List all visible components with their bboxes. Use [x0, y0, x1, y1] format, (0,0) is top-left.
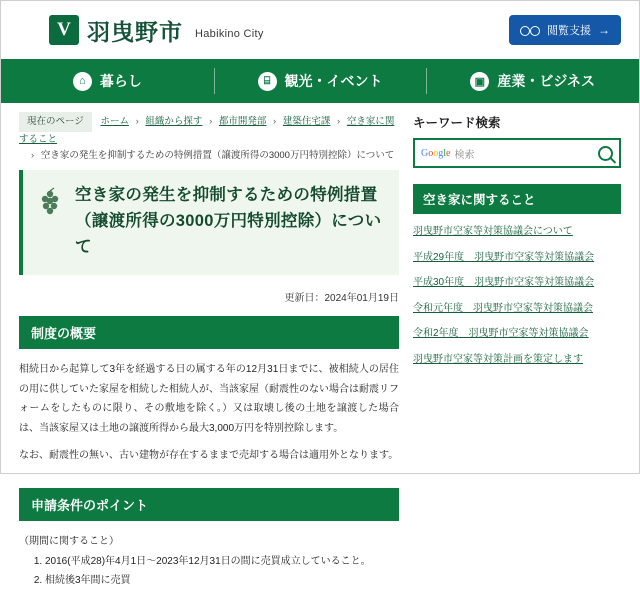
list-item: 1. 2016(平成28)年4月1日～2023年12月31日の間に売買成立していること。: [45, 552, 399, 571]
breadcrumb-link-building-housing[interactable]: 建築住宅課: [282, 116, 331, 127]
sidebar-link-0[interactable]: 羽曳野市空家等対策協議会について: [413, 226, 573, 237]
breadcrumb-separator: ›: [273, 116, 277, 127]
update-date: 更新日：2024年01月19日: [284, 293, 399, 305]
list-item: 2. 相続後3年間に売買: [45, 571, 399, 590]
nav-item-sangyo-business[interactable]: [426, 59, 639, 103]
nav-item-kurashi[interactable]: [1, 59, 214, 103]
accessibility-support-label: 閲覧支援: [547, 25, 591, 37]
site-header: [1, 1, 639, 59]
sidebar-link-4[interactable]: 令和2年度 羽曳野市空家等対策協議会: [413, 328, 589, 339]
breadcrumb-current: 空き家の発生を抑制するための特例措置（譲渡所得の3000万円特別控除）について: [40, 150, 395, 162]
section-heading-overview: 制度の概要: [19, 316, 399, 349]
nav-item-label: 暮らし: [99, 73, 142, 89]
section-heading-conditions: 申請条件のポイント: [19, 488, 399, 521]
breadcrumb-badge: 現在のページ: [19, 112, 92, 132]
sidebar: [413, 103, 621, 590]
global-nav: [1, 59, 639, 103]
conditions-list: [19, 552, 399, 590]
page-title-block: [19, 170, 399, 275]
nav-item-kanko-event[interactable]: [214, 59, 427, 103]
glasses-icon: [520, 25, 540, 35]
arrow-right-icon: →: [598, 23, 610, 37]
spacer: [19, 474, 399, 488]
section-overview-note: なお、耐震性の無い、古い建物が存在するままで売却する場合は適用外となります。: [19, 450, 399, 462]
nav-item-label: 観光・イベント: [284, 73, 383, 89]
site-logo[interactable]: [49, 14, 264, 47]
accessibility-support-button[interactable]: [509, 15, 621, 45]
camera-icon: ⌸: [258, 72, 277, 91]
site-title-jp: 羽曳野市: [87, 18, 183, 45]
main-column: [19, 103, 399, 590]
briefcase-icon: ▣: [470, 72, 489, 91]
section-overview-body: 相続日から起算して3年を経過する日の属する年の12月31日までに、被相続人の居住の用に供していた家屋を相続した相続人が、当該家屋（耐震性のない場合は耐震リフォームをしたものに限り、その敷地を除く。）又は取壊し後の土地を譲渡した場合は、当該家屋又は土地の譲渡所得から最大3,000万円を特別控除します。: [19, 364, 399, 434]
page-title: 空き家の発生を抑制するための特例措置（譲渡所得の3000万円特別控除）について: [75, 186, 382, 256]
sidebar-link-1[interactable]: 平成29年度 羽曳野市空家等対策協議会: [413, 251, 595, 263]
search-box[interactable]: [413, 138, 621, 168]
site-title-en: Habikino City: [195, 28, 264, 40]
breadcrumb-separator: ›: [337, 116, 341, 127]
breadcrumb-separator: ›: [31, 150, 35, 162]
header-actions: [509, 15, 621, 45]
breadcrumb-link-home[interactable]: ホーム: [100, 116, 129, 127]
breadcrumb: [19, 103, 399, 170]
city-crest-icon: V: [49, 15, 79, 45]
sidebar-link-3[interactable]: 令和元年度 羽曳野市空家等対策協議会: [413, 302, 593, 314]
nav-item-label: 産業・ビジネス: [497, 73, 595, 89]
breadcrumb-link-organization[interactable]: 組織から探す: [145, 116, 203, 127]
breadcrumb-current-row: [19, 148, 399, 164]
breadcrumb-link-city-development[interactable]: 都市開発部: [218, 116, 267, 127]
search-icon[interactable]: [598, 146, 613, 161]
breadcrumb-link-akiya[interactable]: 空き家に関すること: [19, 116, 395, 146]
sidebar-link-5[interactable]: 羽曳野市空家等対策計画を策定します: [413, 353, 583, 365]
breadcrumb-separator: ›: [135, 116, 139, 127]
search-placeholder-text: 検索: [454, 149, 475, 161]
conditions-sublabel: （期間に関すること）: [19, 535, 119, 547]
search-section-title: キーワード検索: [413, 116, 501, 130]
page-content: [1, 103, 639, 590]
breadcrumb-separator: ›: [209, 116, 213, 127]
sidebar-link-2[interactable]: 平成30年度 羽曳野市空家等対策協議会: [413, 277, 595, 288]
search-input[interactable]: [421, 146, 598, 161]
grape-icon: [37, 188, 63, 218]
sidebar-section-heading: 空き家に関すること: [413, 184, 621, 214]
home-icon: ⌂: [73, 72, 92, 91]
google-logo-icon: Google: [421, 147, 451, 159]
